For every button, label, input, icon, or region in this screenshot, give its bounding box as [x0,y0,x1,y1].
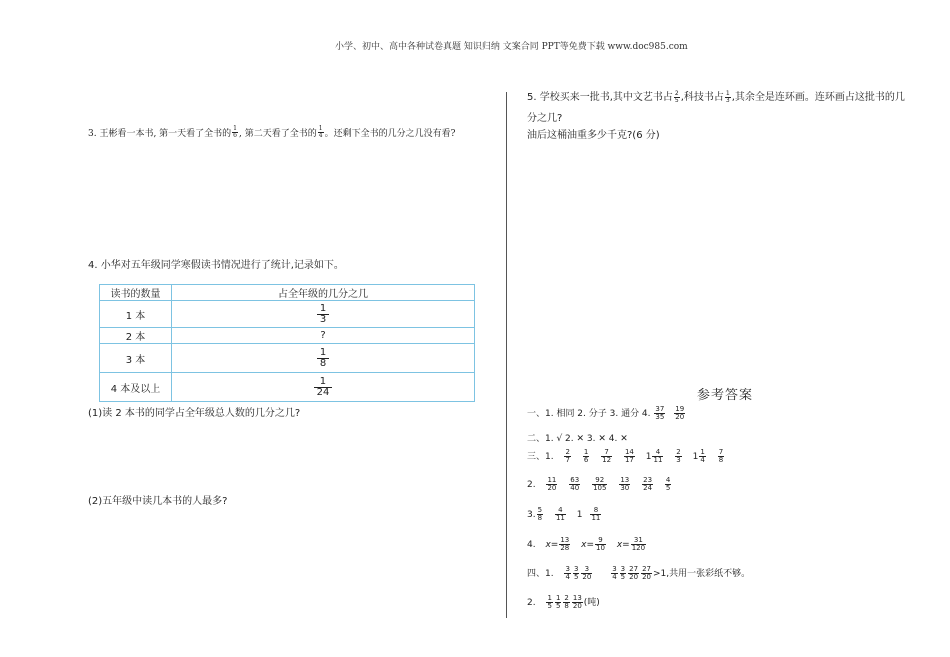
question-5-line-2: 分之几? [527,113,563,124]
fraction: $\frac{8}{11}$ [591,506,601,522]
answer-row-2: 二、1. √ 2. ✕ 3. ✕ 4. ✕ [527,434,628,444]
answer-row-1: 一、1. 相同 2. 分子 3. 通分 4. $\frac{37}{35}$ $\frac{19}{20}$ [527,405,685,421]
table-cell: 1 本 [100,301,172,328]
fraction: $\frac{31}{120}$ [631,536,646,552]
fraction: $\frac{4}{11}$ [653,448,663,464]
answer-row-5: 3. $\frac{5}{8}$ $\frac{4}{11}$ 1 $\frac{8}{11}$ [527,506,601,522]
column-divider [506,92,507,618]
question-5: 5. 学校买来一批书,其中文艺书占 $\frac{2}{5}$ ,科技书占 $\frac{1}{3}$ ,其余全是连环画。连环画占这批书的几 [527,89,905,104]
fraction: $\frac{2}{8}$ [564,594,569,610]
fraction: $\frac{23}{24}$ [643,476,653,492]
fraction: $\frac{1}{6}$ [233,125,237,139]
fraction: $\frac{27}{20}$ [642,565,651,581]
fraction: $\frac{4}{5}$ [665,476,671,492]
fraction: $\frac{63}{40}$ [570,476,580,492]
table-cell: 2 本 [100,328,172,344]
table-cell: ? [172,328,475,344]
fraction: $\frac{5}{8}$ [537,506,543,522]
table-cell: 4 本及以上 [100,373,172,402]
question-4-sub-2: (2)五年级中读几本书的人最多? [88,496,228,507]
answer-row-8: 2. $\frac{1}{5}$ $\frac{1}{5}$ $\frac{2}{8}$ $\frac{13}{20}$ (吨) [527,594,600,610]
fraction: $\frac{9}{10}$ [596,536,605,552]
table-row [100,344,475,373]
table-row [100,373,475,402]
fraction: $\frac{2}{3}$ [676,448,681,464]
answers-title: 参考答案 [697,388,754,403]
table-header-cell: 读书的数量 [100,285,172,301]
fraction: $\frac{2}{7}$ [565,448,570,464]
answer-row-4: 2. $\frac{11}{20}$ $\frac{63}{40}$ $\frac{92}{105}$ $\frac{13}{30}$ $\frac{23}{24}$ $\frac{4}{5}$ [527,476,671,492]
fraction: $\frac{3}{5}$ [573,565,579,581]
fraction: $\frac{3}{5}$ [620,565,626,581]
fraction: $\frac{13}{20}$ [572,594,582,610]
answer-row-3: 三、1. $\frac{2}{7}$ $\frac{1}{6}$ $\frac{7}{12}$ $\frac{14}{17}$ 1 $\frac{4}{11}$ $\frac{2}{3}$ 1 $\frac{1}{4}$ $\frac{7}{8}$ [527,448,724,464]
fraction: $\frac{3}{20}$ [582,565,592,581]
fraction: $\frac{1}{3}$ [725,89,730,104]
fraction: $\frac{4}{11}$ [555,506,565,522]
table-cell: $\frac{1}{24}$ [172,373,475,402]
fraction: $\frac{13}{28}$ [560,536,570,552]
fraction: $\frac{3}{4}$ [612,565,617,581]
table-row [100,328,475,344]
table-header-row [100,285,475,301]
fraction: $\frac{27}{20}$ [629,565,639,581]
reading-stats-table [99,284,475,402]
fraction: $\frac{1}{5}$ [555,594,561,610]
fraction: $\frac{7}{12}$ [602,448,612,464]
question-3: 3. 王彬看一本书, 第一天看了全书的 $\frac{1}{6}$ , 第二天看了全书的 $\frac{1}{4}$ 。还剩下全书的几分之几没有看? [88,125,456,139]
question-5-line-3: 油后这桶油重多少千克?(6 分) [527,130,660,141]
fraction: $\frac{2}{5}$ [674,89,679,104]
fraction: $\frac{3}{4}$ [565,565,570,581]
answer-row-6: 4. x= $\frac{13}{28}$ x= $\frac{9}{10}$ x= $\frac{31}{120}$ [527,536,646,552]
table-header-cell: 占全年级的几分之几 [172,285,475,301]
fraction: $\frac{1}{6}$ [583,448,589,464]
page-header: 小学、初中、高中各种试卷真题 知识归纳 文案合同 PPT等免费下载 www.doc985.com [335,42,688,52]
fraction: $\frac{1}{4}$ [318,125,323,139]
fraction: $\frac{14}{17}$ [624,448,634,464]
fraction: $\frac{7}{8}$ [718,448,724,464]
answer-row-7: 四、1. $\frac{3}{4}$ $\frac{3}{5}$ $\frac{3}{20}$ $\frac{3}{4}$ $\frac{3}{5}$ $\frac{27}{20}$ $\frac{27}{20}$ >1,共用一张彩纸不够。 [527,565,751,581]
table-cell: $\frac{1}{8}$ [172,344,475,373]
table-row [100,301,475,328]
fraction: $\frac{11}{20}$ [547,476,557,492]
question-4-intro: 4. 小华对五年级同学寒假读书情况进行了统计,记录如下。 [88,260,344,271]
fraction: $\frac{1}{4}$ [700,448,705,464]
fraction: $\frac{37}{35}$ [655,405,665,421]
fraction: $\frac{13}{30}$ [620,476,630,492]
fraction: $\frac{1}{5}$ [547,594,552,610]
table-cell: 3 本 [100,344,172,373]
question-4-sub-1: (1)读 2 本书的同学占全年级总人数的几分之几? [88,408,301,419]
table-cell: $\frac{1}{3}$ [172,301,475,328]
fraction: $\frac{19}{20}$ [675,405,685,421]
fraction: $\frac{92}{105}$ [593,476,607,492]
